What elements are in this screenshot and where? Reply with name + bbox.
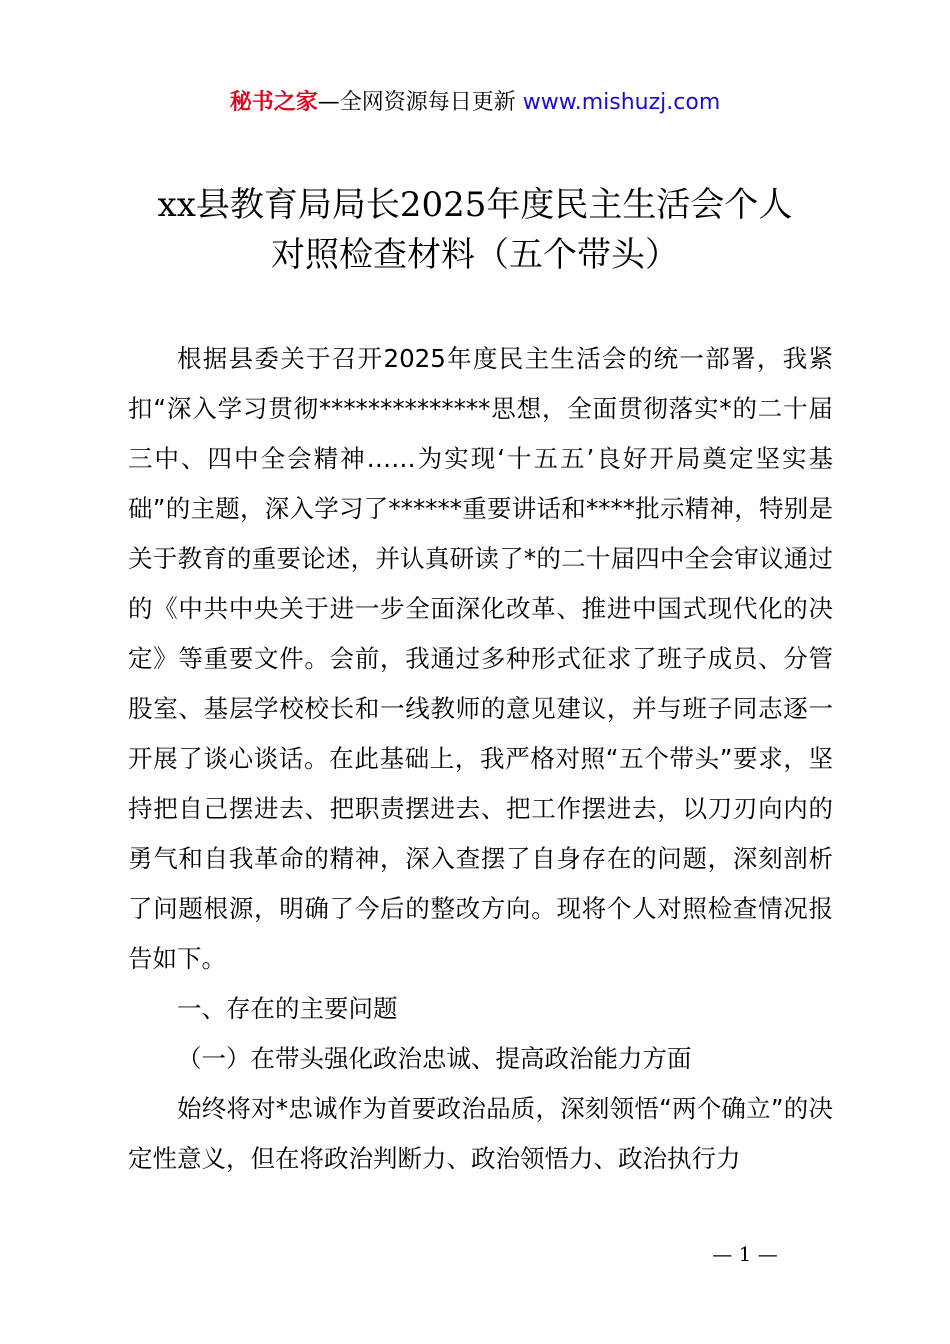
site-tagline: —全网资源每日更新	[317, 90, 516, 115]
title-line-2: 对照检查材料（五个带头）	[271, 235, 679, 275]
section-heading: 一、存在的主要问题	[177, 994, 398, 1023]
subsection-heading: （一）在带头强化政治忠诚、提高政治能力方面	[177, 1044, 692, 1073]
title-line-1: xx县教育局局长2025年度民主生活会个人	[157, 185, 793, 225]
site-url-link[interactable]: www.mishuzj.com	[522, 90, 721, 115]
page-number: — 1 —	[712, 1242, 778, 1266]
body-paragraph: 始终将对*忠诚作为首要政治品质，深刻领悟“两个确立”的决定性意义，但在将政治判断力、政治领悟力、政治执行力	[128, 1094, 833, 1173]
site-brand: 秘书之家	[229, 90, 318, 115]
document-title	[100, 180, 850, 280]
site-header	[0, 86, 950, 120]
document-body	[128, 334, 833, 1184]
intro-paragraph: 根据县委关于召开2025年度民主生活会的统一部署，我紧扣“深入学习贯彻**************思想，全面贯彻落实*的二十届三中、四中全会精神……为实现‘十五五’良好开局奠定坚实基础”的主题，深入学习了******重要讲话和****批示精神，特别是关于教育的重要论述，并认真研读了*的二十届四中全会审议通过的《中共中央关于进一步全面深化改革、推进中国式现代化的决定》等重要文件。会前，我通过多种形式征求了班子成员、分管股室、基层学校校长和一线教师的意见建议，并与班子同志逐一开展了谈心谈话。在此基础上，我严格对照“五个带头”要求，坚持把自己摆进去、把职责摆进去、把工作摆进去，以刀刃向内的勇气和自我革命的精神，深入查摆了自身存在的问题，深刻剖析了问题根源，明确了今后的整改方向。现将个人对照检查情况报告如下。	[128, 344, 833, 973]
